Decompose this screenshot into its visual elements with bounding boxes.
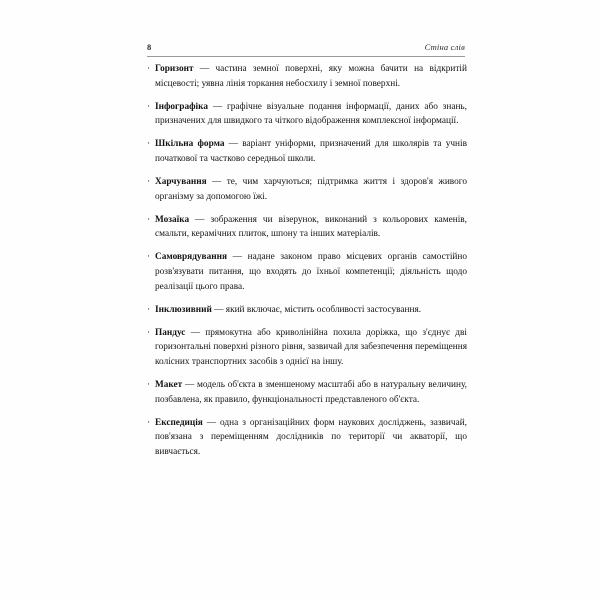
bullet-icon: · — [147, 327, 151, 338]
bullet-icon: · — [147, 101, 151, 112]
glossary-entry — [147, 137, 467, 166]
bullet-icon: · — [147, 139, 151, 150]
glossary-term: Інклюзивний — [155, 304, 212, 315]
glossary-term: Експедиція — [155, 417, 203, 428]
bullet-icon: · — [147, 304, 151, 315]
bullet-icon: · — [147, 177, 151, 188]
glossary-term: Макет — [155, 380, 183, 391]
glossary-definition: — графічне візуальне подання інформації, даних або знань, призначених для швидкого та чіткого відображення комплексної інформації. — [155, 101, 467, 127]
bullet-icon: · — [147, 380, 151, 391]
glossary-definition: — прямокутна або криволінійна похила доріжка, що з'єднує дві горизонтальні поверхні різного рівня, зазвичай для забезпечення переміщення колісних транспортних засобів з однієї на іншу. — [155, 327, 467, 367]
glossary-term: Горизонт — [155, 64, 194, 74]
bullet-icon: · — [147, 252, 151, 263]
glossary-term: Мозаїка — [155, 214, 190, 225]
glossary-definition: — варіант уніформи, призначений для школярів та учнів початкової та частково середньої школи. — [155, 139, 467, 164]
glossary-entry — [147, 213, 467, 242]
bullet-icon: · — [147, 64, 151, 74]
glossary-definition: — те, чим харчуються; підтримка життя і здоров'я живого організму за допомогою їжі. — [155, 177, 467, 202]
glossary-entry — [147, 250, 467, 294]
glossary-term: Шкільна форма — [155, 139, 225, 150]
glossary-entry — [147, 378, 467, 407]
header-divider-rule — [147, 56, 465, 57]
glossary-entry — [147, 326, 467, 370]
glossary-entry — [147, 175, 467, 204]
page-running-header — [147, 41, 465, 57]
running-head-title: Стіна слів — [424, 42, 465, 52]
glossary-term: Пандус — [155, 327, 186, 338]
page-number: 8 — [147, 42, 152, 52]
glossary-entry — [147, 62, 467, 91]
header-row — [147, 41, 465, 54]
glossary-entry — [147, 100, 467, 129]
glossary-definition: — модель об'єкта в зменшеному масштабі або в натуральну величину, позбавлена, як правило, функціональності представленого об'єкта. — [155, 380, 467, 405]
glossary-list — [147, 62, 467, 460]
glossary-term: Самоврядування — [155, 252, 227, 263]
glossary-definition: — одна з організаційних форм наукових досліджень, зазвичай, пов'язана з переміщенням дослідників по території чи акваторії, що вивчається. — [155, 417, 467, 457]
glossary-definition: — частина земної поверхні, яку можна бачити на відкритій місцевості; уявна лінія торкання небосхилу і земної поверхні. — [155, 64, 467, 89]
glossary-entry — [147, 303, 467, 318]
glossary-term: Інфографіка — [155, 101, 208, 112]
bullet-icon: · — [147, 214, 151, 225]
bullet-icon: · — [147, 417, 151, 428]
glossary-definition: — зображення чи візерунок, виконаний з кольорових каменів, смальти, керамічних плиток, шпону та інших матеріалів. — [155, 214, 467, 240]
glossary-entry — [147, 416, 467, 460]
glossary-term: Харчування — [155, 177, 207, 188]
glossary-definition: — який включає, містить особливості застосування. — [214, 304, 422, 315]
glossary-definition: — надане законом право місцевих органів самостійно розв'язувати питання, що входять до їхньої компетенції; діяльність щодо реалізації цього права. — [155, 252, 468, 292]
